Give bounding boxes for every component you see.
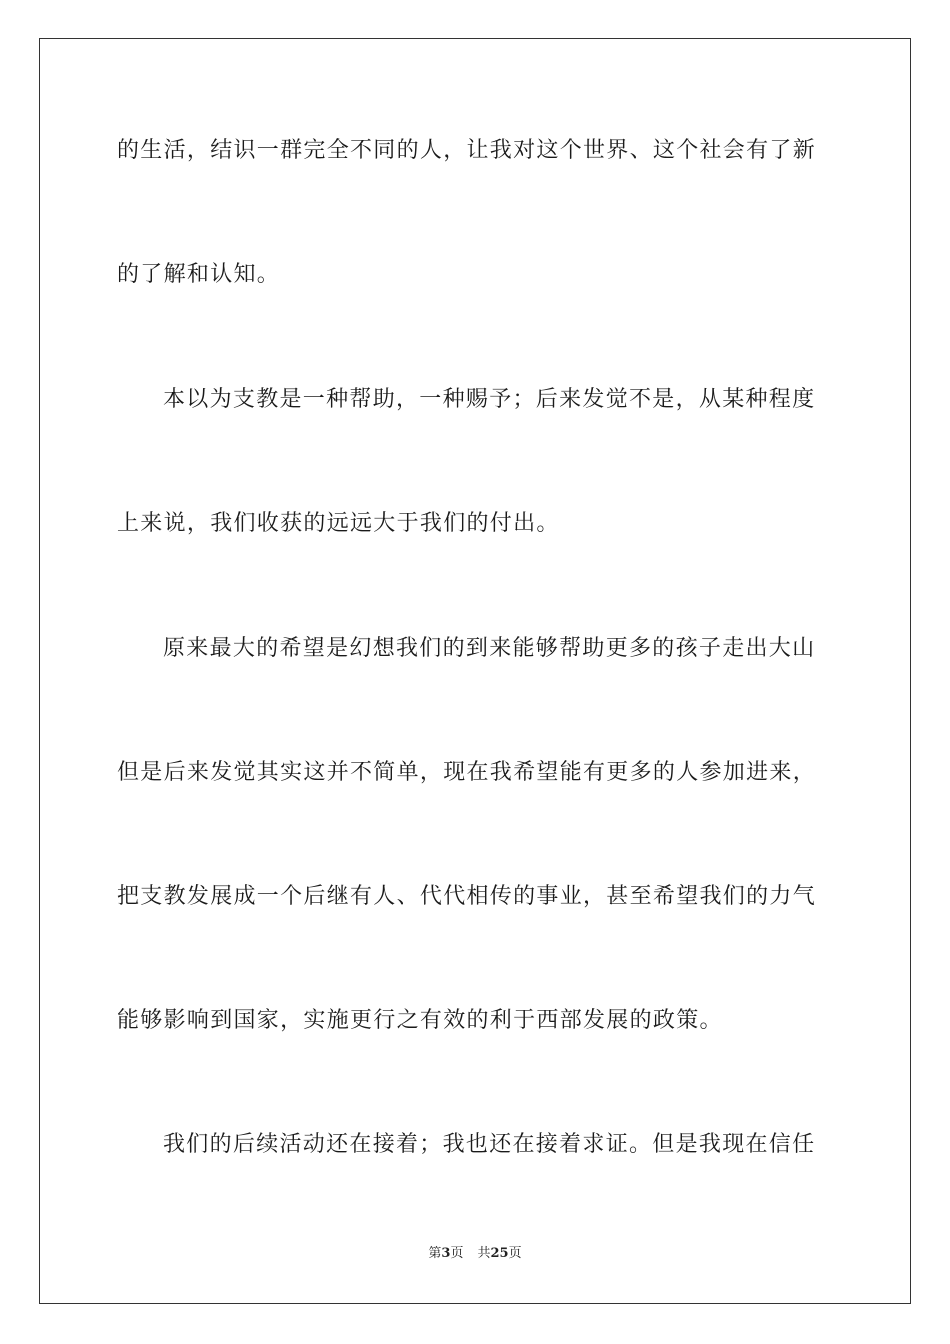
page-frame	[39, 38, 911, 1304]
page-prefix: 第	[428, 1246, 442, 1261]
total-suffix: 页	[508, 1246, 522, 1261]
body-text-line: 能够影响到国家，实施更行之有效的利于西部发展的政策。	[117, 1008, 723, 1033]
body-text-line: 的生活，结识一群完全不同的人，让我对这个世界、这个社会有了新	[117, 138, 817, 163]
body-text-line: 我们的后续活动还在接着；我也还在接着求证。但是我现在信任	[163, 1132, 816, 1157]
body-text-line: 把支教发展成一个后继有人、代代相传的事业，甚至希望我们的力气	[117, 884, 817, 909]
page-number: 3	[441, 1246, 451, 1261]
page-footer	[0, 1245, 950, 1263]
body-text-line: 上来说，我们收获的远远大于我们的付出。	[117, 511, 560, 536]
body-text-line: 原来最大的希望是幻想我们的到来能够帮助更多的孩子走出大山	[163, 636, 816, 661]
body-text-line: 但是后来发觉其实这并不简单，现在我希望能有更多的人参加进来，	[117, 760, 817, 785]
body-text-line: 本以为支教是一种帮助，一种赐予；后来发觉不是，从某种程度	[163, 387, 816, 412]
body-text-line: 的了解和认知。	[117, 262, 281, 287]
total-prefix: 共	[477, 1246, 491, 1261]
total-pages: 25	[490, 1246, 509, 1261]
page-suffix: 页	[450, 1246, 464, 1261]
